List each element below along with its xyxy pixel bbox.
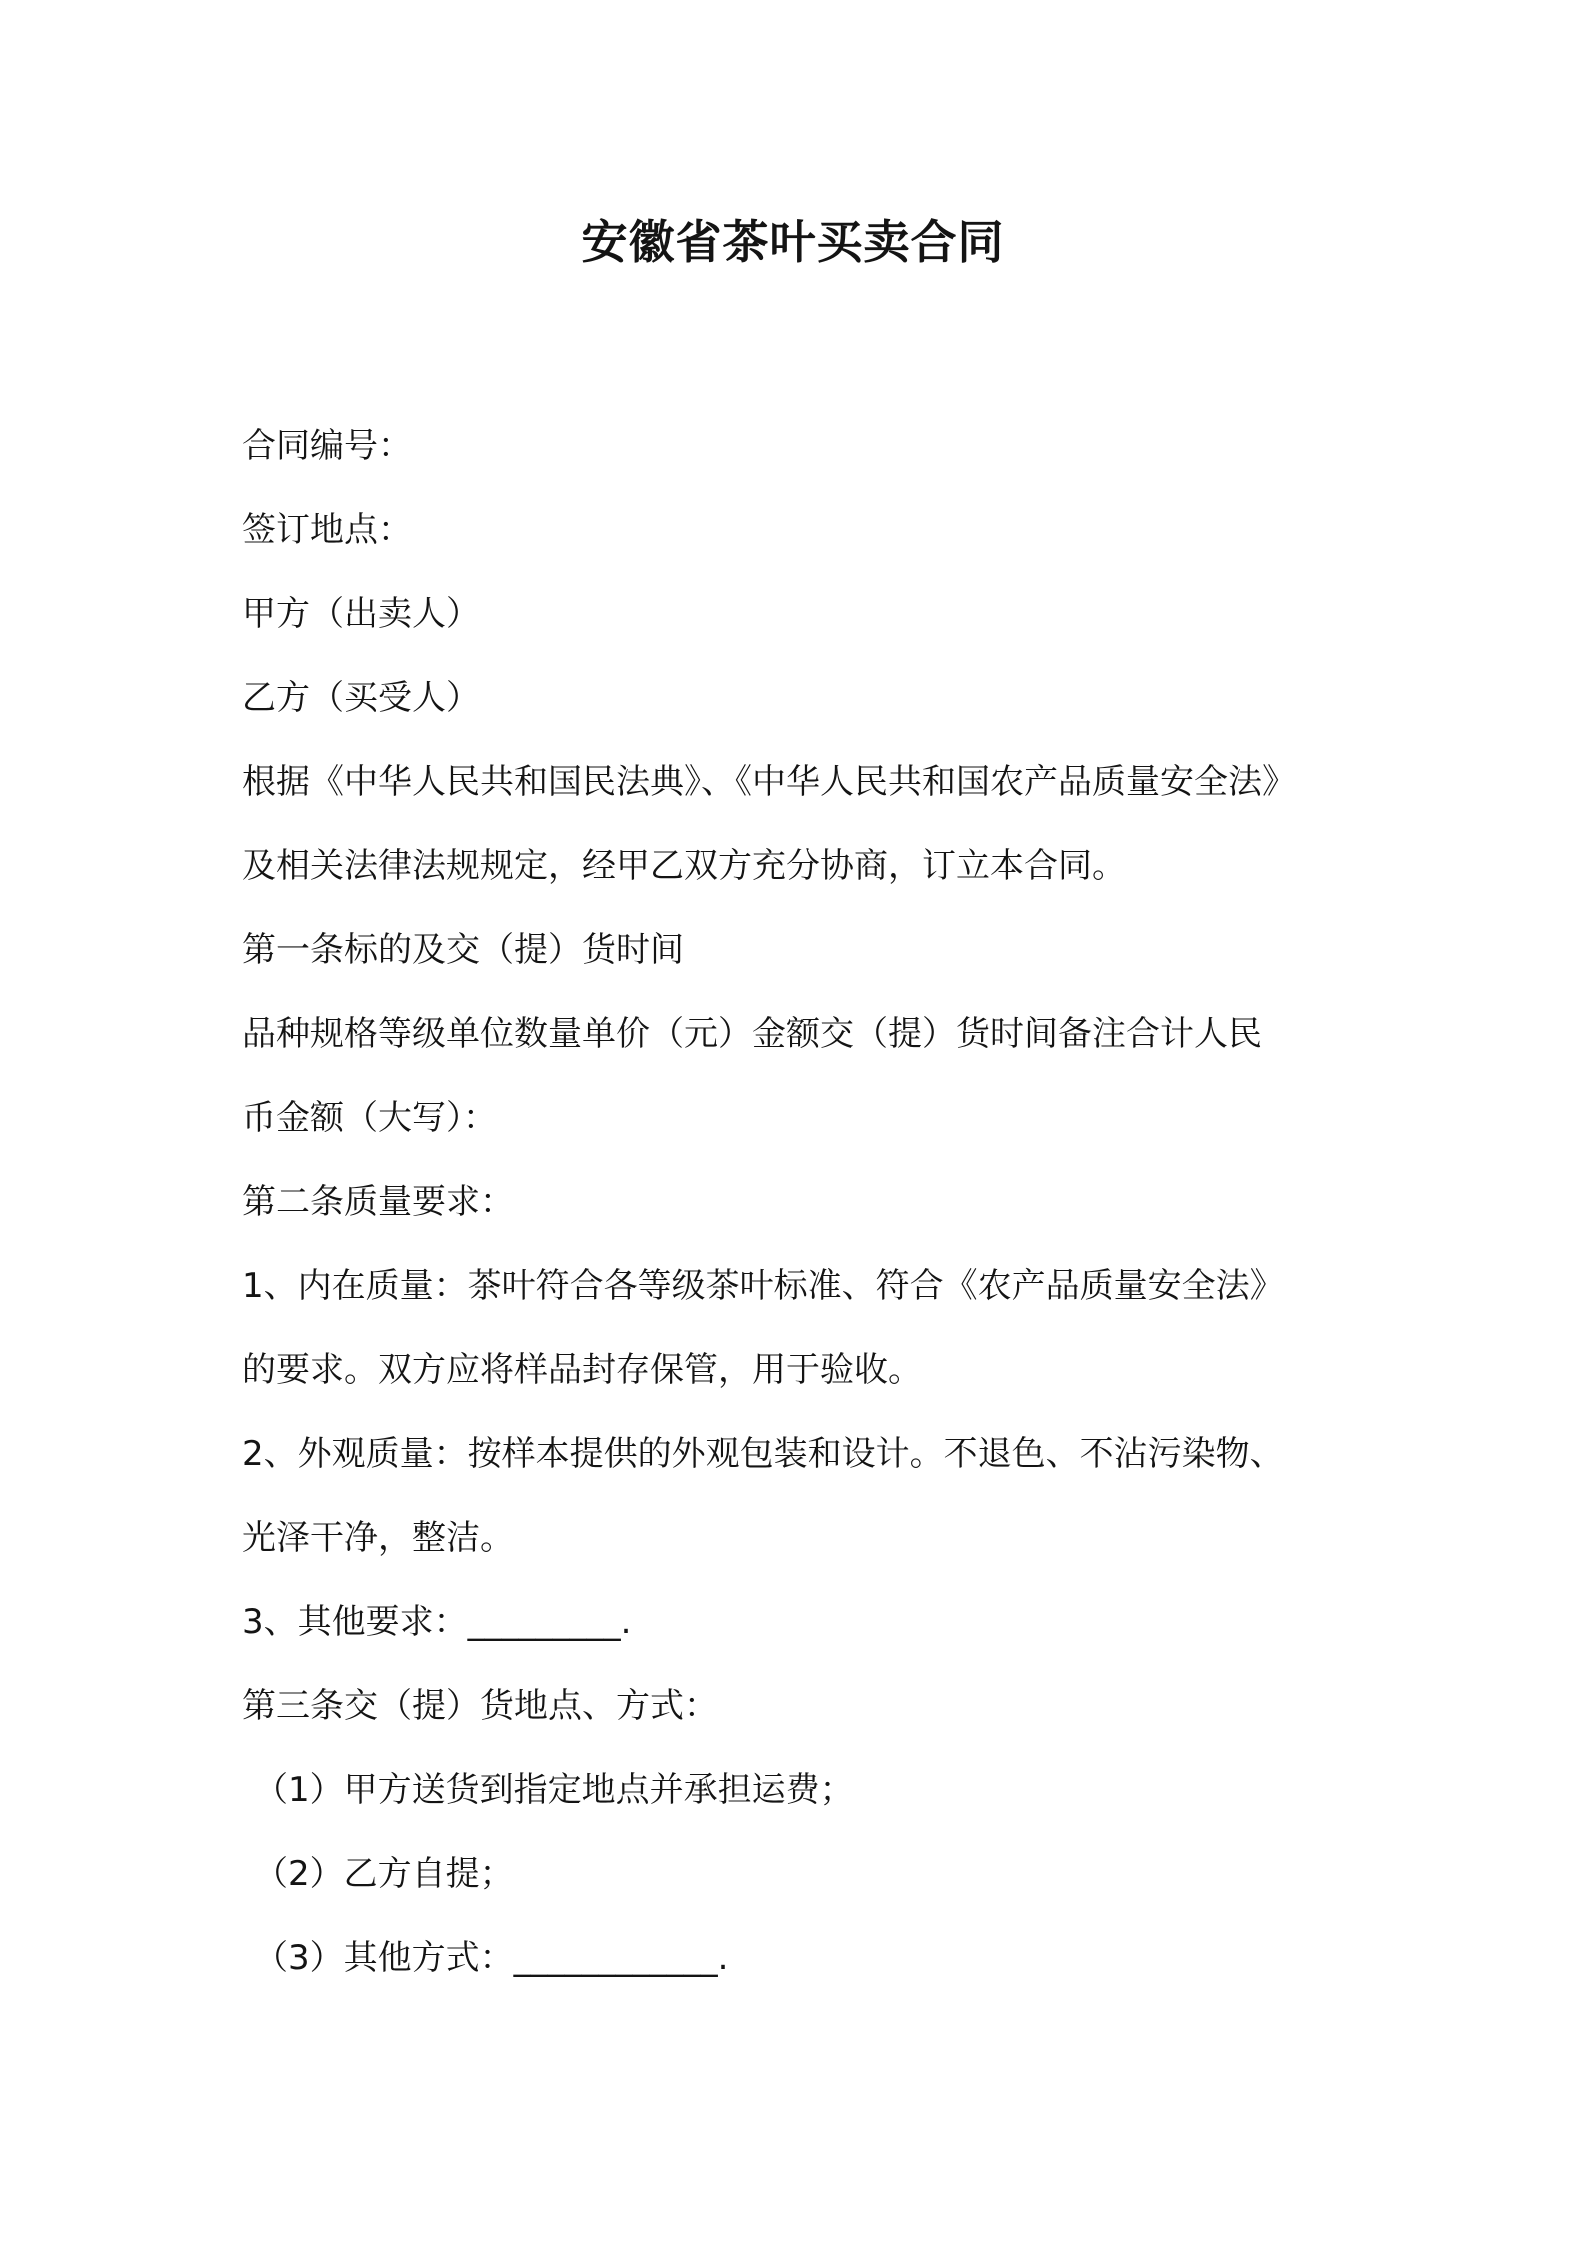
delivery-option-1: （1）甲方送货到指定地点并承担运费； (254, 1770, 854, 1810)
party-a-line: 甲方（出卖人） (242, 594, 480, 634)
contract-number-line: 合同编号： (242, 426, 412, 466)
delivery-option-2: （2）乙方自提； (254, 1854, 514, 1894)
party-b-line: 乙方（买受人） (242, 678, 480, 718)
appearance-quality-line-2: 光泽干净，整洁。 (242, 1518, 514, 1558)
other-requirements-line: 3、其他要求：_________. (242, 1602, 632, 1642)
internal-quality-line-2: 的要求。双方应将样品封存保管，用于验收。 (242, 1350, 922, 1390)
article-1-fields-line-1: 品种规格等级单位数量单价（元）金额交（提）货时间备注合计人民 (242, 1014, 1262, 1054)
article-2-heading: 第二条质量要求： (242, 1182, 514, 1222)
article-1-fields-line-2: 币金额（大写）： (242, 1098, 497, 1138)
document-title: 安徽省茶叶买卖合同 (581, 215, 1005, 269)
internal-quality-line-1: 1、内在质量：茶叶符合各等级茶叶标准、符合《农产品质量安全法》 (242, 1266, 1284, 1306)
article-3-heading: 第三条交（提）货地点、方式： (242, 1686, 718, 1726)
contract-body (242, 404, 1392, 2000)
appearance-quality-line-1: 2、外观质量：按样本提供的外观包装和设计。不退色、不沾污染物、 (242, 1434, 1284, 1474)
legal-basis-line-2: 及相关法律法规规定，经甲乙双方充分协商，订立本合同。 (242, 846, 1126, 886)
legal-basis-line-1: 根据《中华人民共和国民法典》、《中华人民共和国农产品质量安全法》 (242, 762, 1296, 802)
delivery-option-3: （3）其他方式：____________. (254, 1938, 729, 1978)
article-1-heading: 第一条标的及交（提）货时间 (242, 930, 684, 970)
signing-place-line: 签订地点： (242, 510, 412, 550)
